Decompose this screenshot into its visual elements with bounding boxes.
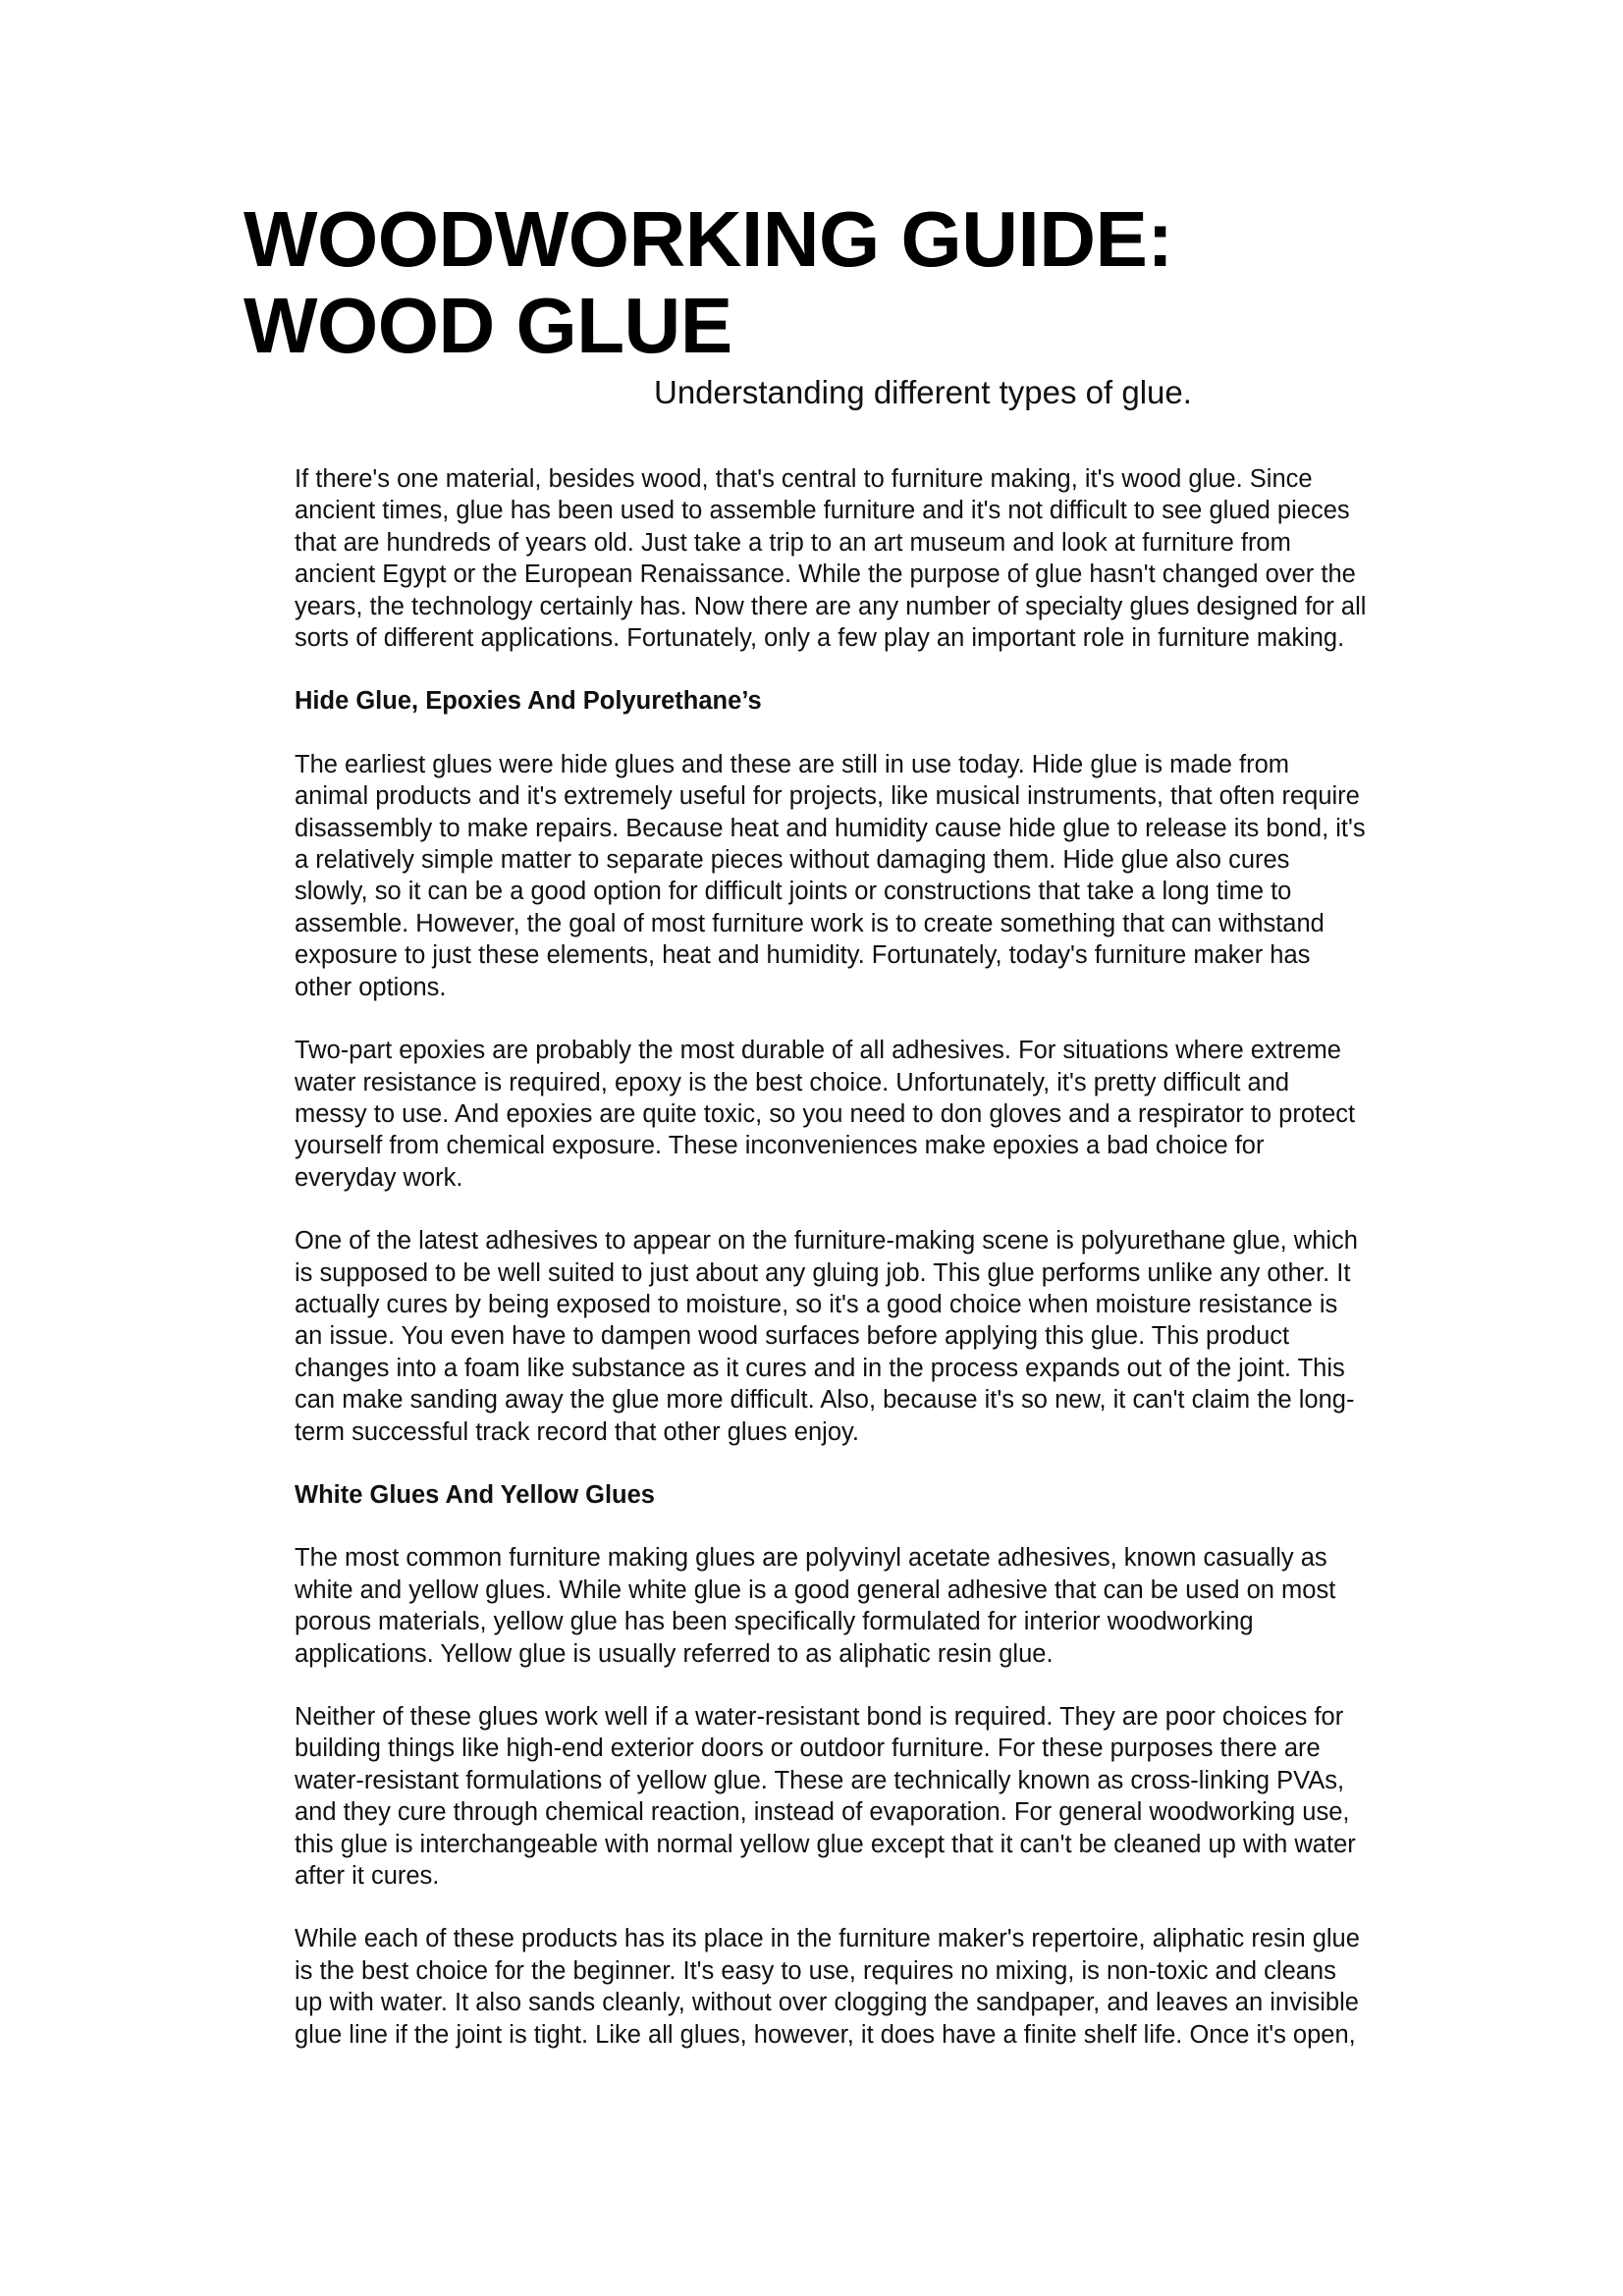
text-line: applications. Yellow glue is usually referred to as aliphatic resin glue.: [295, 1639, 1054, 1668]
text-line: is supposed to be well suited to just about any gluing job. This glue performs unlike any other. It: [295, 1258, 1351, 1287]
text-line: water resistance is required, epoxy is the best choice. Unfortunately, it's pretty difficult and: [295, 1068, 1290, 1096]
text-line: ancient times, glue has been used to assemble furniture and it's not difficult to see glued pieces: [295, 497, 1350, 525]
text-line: assemble. However, the goal of most furniture work is to create something that can withstand: [295, 909, 1325, 937]
text-line: white and yellow glues. While white glue is a good general adhesive that can be used on most: [295, 1575, 1336, 1604]
text-line: The earliest glues were hide glues and these are still in use today. Hide glue is made from: [295, 750, 1289, 778]
polyurethane-paragraph: [295, 1225, 1473, 1448]
text-line: is the best choice for the beginner. It's easy to use, requires no mixing, is non-toxic and cleans: [295, 1956, 1336, 1985]
intro-paragraph: [295, 463, 1473, 654]
text-line: glue line if the joint is tight. Like all glues, however, it does have a finite shelf life. Once it's open,: [295, 2020, 1356, 2049]
text-line: everyday work.: [295, 1163, 463, 1192]
text-line: messy to use. And epoxies are quite toxic, so you need to don gloves and a respirator to protect: [295, 1099, 1356, 1128]
text-line: this glue is interchangeable with normal yellow glue except that it can't be cleaned up with water: [295, 1830, 1356, 1858]
pva-paragraph: [295, 1542, 1473, 1670]
text-line: The most common furniture making glues are polyvinyl acetate adhesives, known casually as: [295, 1544, 1327, 1573]
text-line: animal products and it's extremely useful for projects, like musical instruments, that often require: [295, 782, 1360, 811]
aliphatic-resin-paragraph: [295, 1923, 1473, 2051]
text-line: a relatively simple matter to separate pieces without damaging them. Hide glue also cures: [295, 846, 1290, 875]
text-line: yourself from chemical exposure. These inconveniences make epoxies a bad choice for: [295, 1132, 1265, 1160]
title-line-2: WOOD GLUE: [243, 282, 732, 369]
text-line: after it cures.: [295, 1862, 440, 1891]
water-resistance-paragraph: [295, 1701, 1473, 1892]
text-line: slowly, so it can be a good option for difficult joints or constructions that take a long time to: [295, 878, 1292, 906]
text-line: disassembly to make repairs. Because heat and humidity cause hide glue to release its bond, it's: [295, 814, 1366, 842]
text-line: ancient Egypt or the European Renaissance. While the purpose of glue hasn't changed over the: [295, 561, 1356, 589]
epoxy-paragraph: [295, 1035, 1473, 1194]
title-line-1: WOODWORKING GUIDE:: [243, 195, 1173, 283]
text-line: One of the latest adhesives to appear on the furniture-making scene is polyurethane glue, which: [295, 1227, 1358, 1255]
hide-glue-paragraph: [295, 749, 1473, 1003]
text-line: sorts of different applications. Fortunately, only a few play an important role in furniture making.: [295, 624, 1345, 653]
text-line: years, the technology certainly has. Now there are any number of specialty glues designed for all: [295, 592, 1367, 620]
text-line: can make sanding away the glue more difficult. Also, because it's so new, it can't claim the long-: [295, 1386, 1355, 1415]
text-line: While each of these products has its place in the furniture maker's repertoire, aliphatic resin glue: [295, 1925, 1360, 1953]
section-heading-white-yellow-glues: White Glues And Yellow Glues: [295, 1480, 655, 1509]
text-line: porous materials, yellow glue has been specifically formulated for interior woodworking: [295, 1608, 1254, 1636]
text-line: up with water. It also sands cleanly, without over clogging the sandpaper, and leaves an invisible: [295, 1989, 1359, 2017]
text-line: other options.: [295, 973, 447, 1001]
text-line: term successful track record that other glues enjoy.: [295, 1417, 859, 1446]
document-body: [295, 463, 1473, 2082]
text-line: If there's one material, besides wood, that's central to furniture making, it's wood glue. Since: [295, 465, 1313, 493]
text-line: actually cures by being exposed to moisture, so it's a good choice when moisture resistance is: [295, 1290, 1338, 1318]
document-subtitle: Understanding different types of glue.: [654, 374, 1192, 410]
text-line: exposure to just these elements, heat and humidity. Fortunately, today's furniture maker has: [295, 941, 1311, 970]
text-line: and they cure through chemical reaction, instead of evaporation. For general woodworking use,: [295, 1798, 1350, 1827]
document-title: [243, 196, 1422, 369]
text-line: that are hundreds of years old. Just take a trip to an art museum and look at furniture from: [295, 528, 1291, 557]
text-line: building things like high-end exterior doors or outdoor furniture. For these purposes there are: [295, 1735, 1321, 1763]
section-heading-hide-glue: Hide Glue, Epoxies And Polyurethane’s: [295, 687, 762, 716]
text-line: an issue. You even have to dampen wood surfaces before applying this glue. This product: [295, 1322, 1290, 1351]
text-line: Two-part epoxies are probably the most durable of all adhesives. For situations where extreme: [295, 1037, 1341, 1065]
text-line: changes into a foam like substance as it cures and in the process expands out of the joint. This: [295, 1354, 1345, 1382]
text-line: water-resistant formulations of yellow glue. These are technically known as cross-linking PVAs,: [295, 1766, 1345, 1794]
text-line: Neither of these glues work well if a water-resistant bond is required. They are poor choices for: [295, 1703, 1344, 1731]
